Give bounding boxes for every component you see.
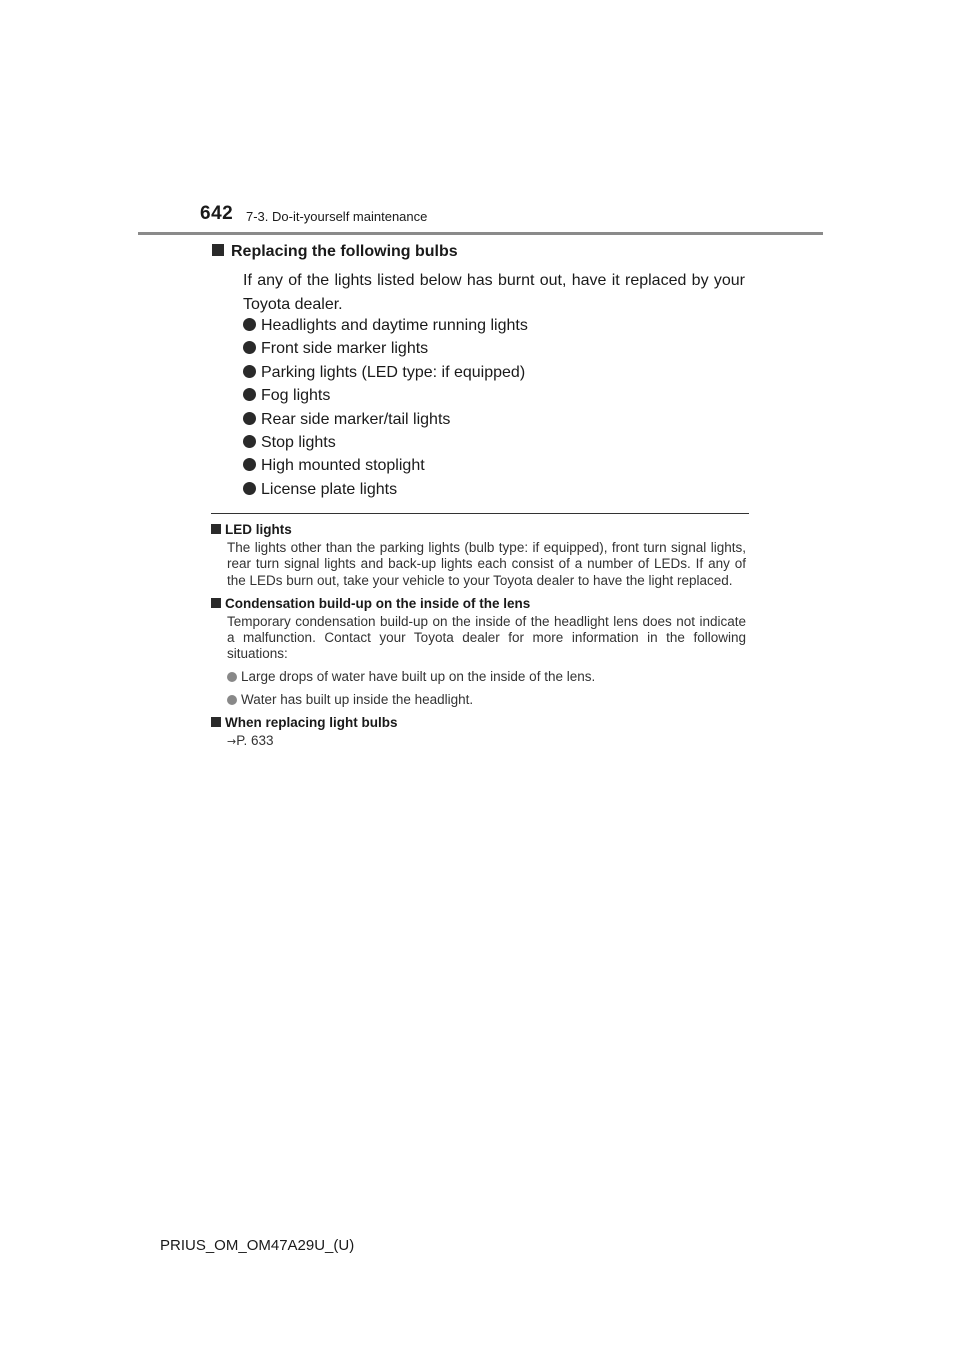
bullet-dot-icon	[227, 672, 237, 682]
square-bullet-icon	[211, 524, 221, 534]
page-number: 642	[200, 203, 234, 224]
bullet-dot-icon	[243, 318, 256, 331]
list-item: High mounted stoplight	[243, 454, 528, 477]
section-divider	[211, 513, 749, 514]
note-heading-condensation: Condensation build-up on the inside of the lens	[211, 595, 746, 613]
bullet-dot-icon	[243, 435, 256, 448]
bullet-dot-icon	[243, 388, 256, 401]
list-item: License plate lights	[243, 478, 528, 501]
list-item: Front side marker lights	[243, 337, 528, 360]
main-heading-text: Replacing the following bulbs	[231, 243, 458, 260]
bullet-dot-icon	[243, 458, 256, 471]
bullet-dot-icon	[227, 695, 237, 705]
square-bullet-icon	[211, 598, 221, 608]
note-body-led: The lights other than the parking lights (bulb type: if equipped), front turn signal lights, rear turn signal lights and back-up lights each consist of a number of LEDs. If any of the LEDs burn out, take your vehicle to your Toyota dealer to have the light replaced.	[227, 540, 746, 588]
list-item: Stop lights	[243, 431, 528, 454]
note-heading-led: LED lights	[211, 521, 746, 539]
bullet-dot-icon	[243, 341, 256, 354]
bullet-dot-icon	[243, 365, 256, 378]
main-body-text: If any of the lights listed below has burnt out, have it replaced by your Toyota dealer.	[243, 272, 745, 313]
page-reference-link[interactable]: P. 633	[236, 732, 274, 748]
list-item: Water has built up inside the headlight.	[227, 692, 746, 708]
list-item: Rear side marker/tail lights	[243, 408, 528, 431]
list-item: Large drops of water have built up on the inside of the lens.	[227, 669, 746, 685]
header-rule	[138, 232, 823, 235]
note-body-condensation: Temporary condensation build-up on the inside of the headlight lens does not indicate a malfunction. Contact your Toyota dealer for more information in the following situations:	[227, 613, 746, 662]
page-reference	[227, 733, 746, 750]
footer-code: PRIUS_OM_OM47A29U_(U)	[160, 1237, 355, 1254]
list-item: Headlights and daytime running lights	[243, 314, 528, 337]
bulb-list	[243, 314, 528, 501]
section-title: 7-3. Do-it-yourself maintenance	[246, 209, 428, 224]
square-bullet-icon	[211, 717, 221, 727]
list-item: Fog lights	[243, 384, 528, 407]
arrow-right-icon: →	[227, 734, 237, 748]
square-bullet-icon	[212, 244, 224, 256]
main-heading	[212, 243, 458, 261]
bullet-dot-icon	[243, 412, 256, 425]
bullet-dot-icon	[243, 482, 256, 495]
list-item: Parking lights (LED type: if equipped)	[243, 361, 528, 384]
notes-section	[211, 521, 746, 750]
note-heading-replacing: When replacing light bulbs	[211, 714, 746, 732]
